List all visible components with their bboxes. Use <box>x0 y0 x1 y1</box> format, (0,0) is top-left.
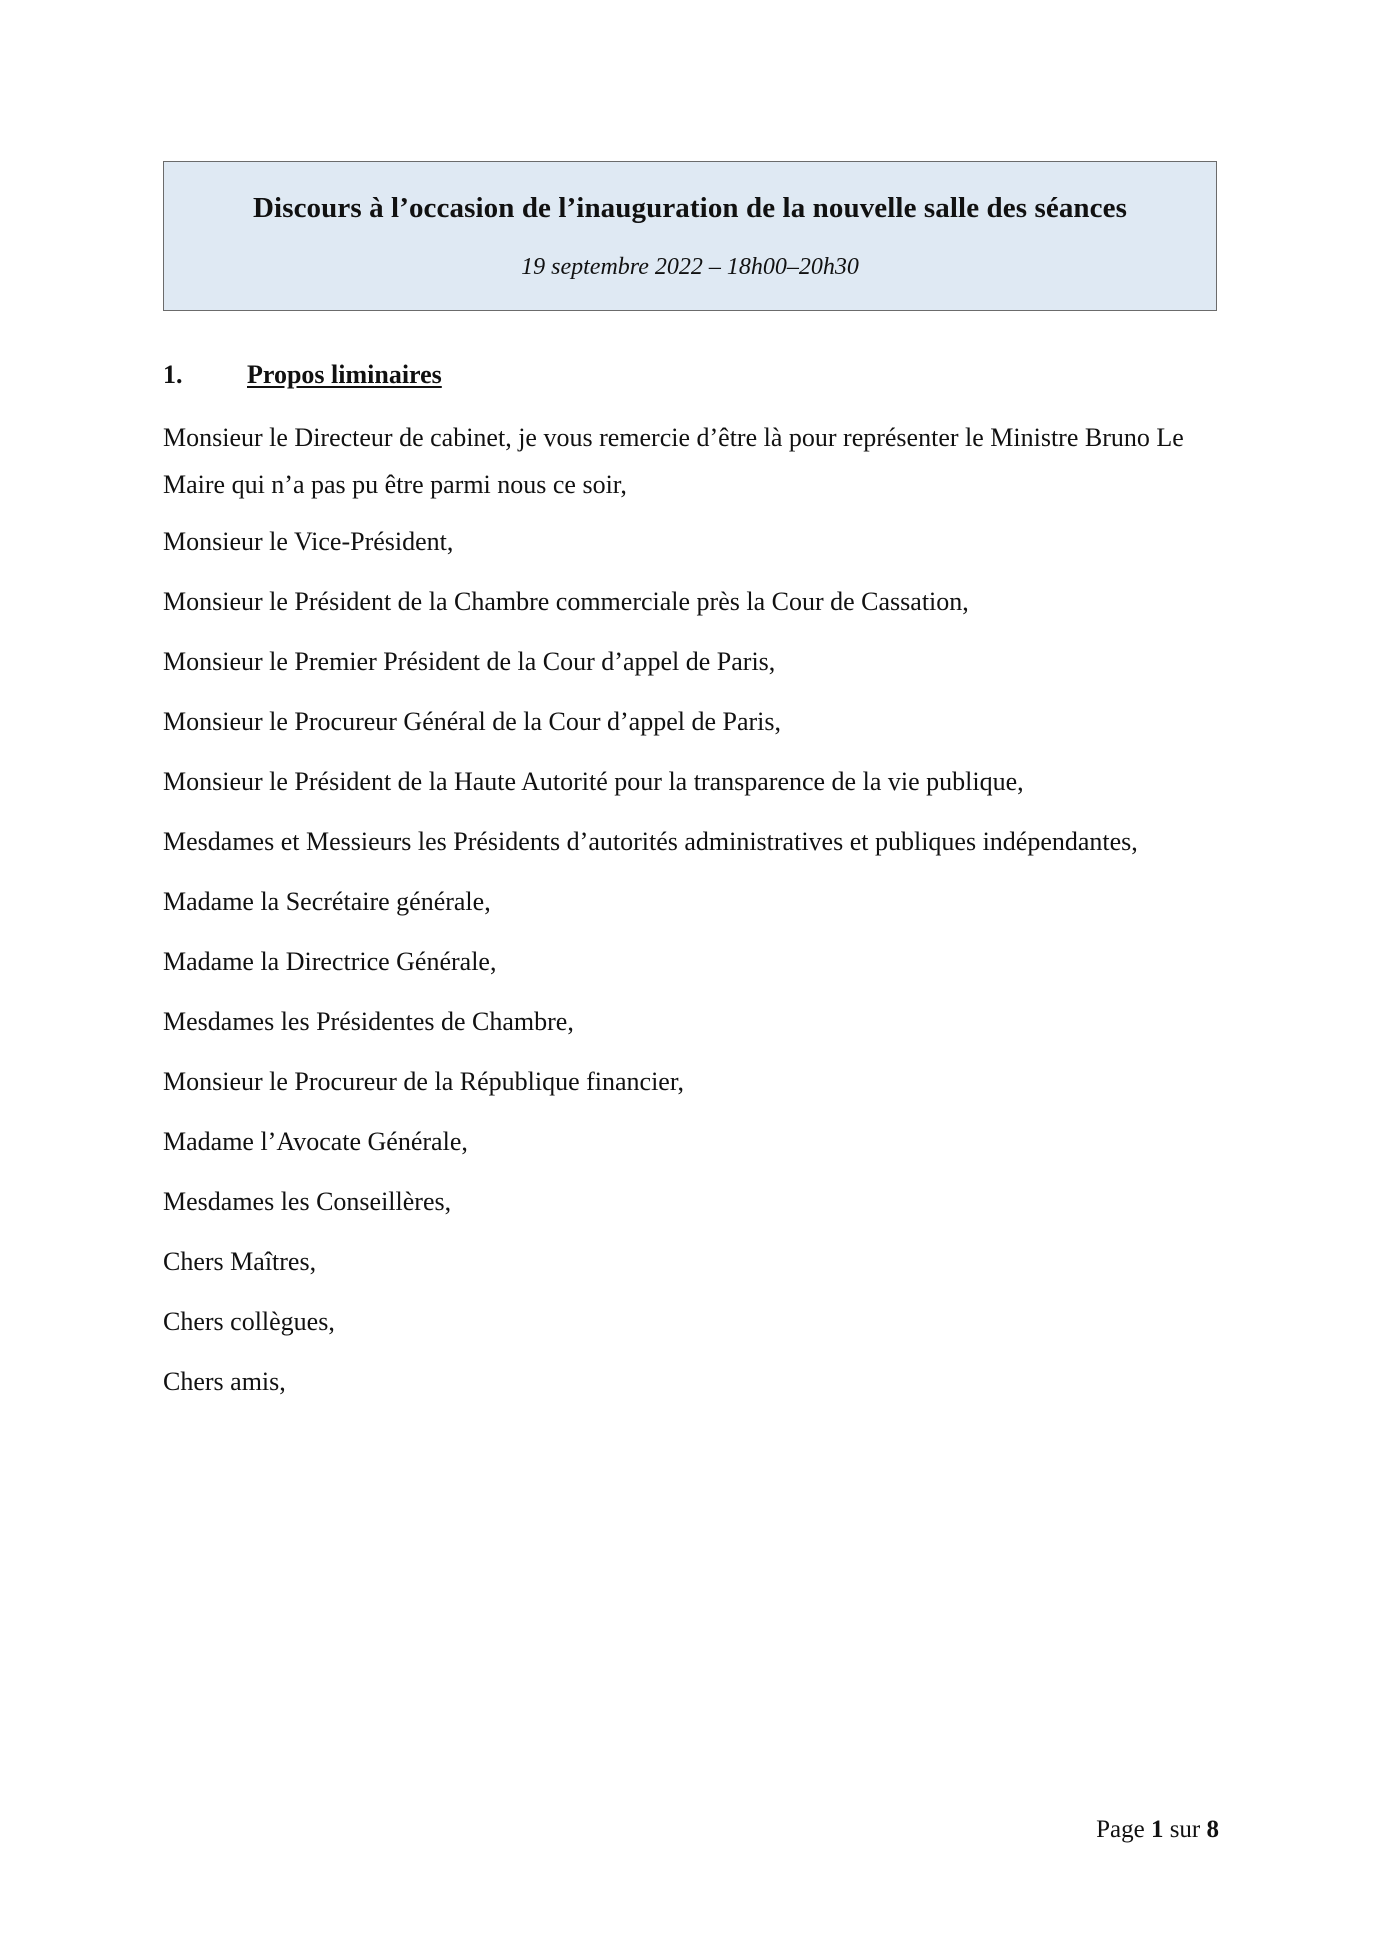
page-prefix: Page <box>1096 1816 1145 1843</box>
title-box <box>163 161 1217 311</box>
section-heading <box>163 355 442 395</box>
salutation-line: Madame la Directrice Générale, <box>163 947 497 976</box>
salutation-line: Monsieur le Procureur Général de la Cour d’appel de Paris, <box>163 707 782 736</box>
opening-paragraph: Monsieur le Directeur de cabinet, je vous remercie d’être là pour représenter le Ministre Bruno Le Maire qui n’a pas pu être parmi nous ce soir, <box>163 423 1184 499</box>
salutation-line: Mesdames les Présidentes de Chambre, <box>163 1007 574 1036</box>
salutation-line: Monsieur le Premier Président de la Cour d’appel de Paris, <box>163 647 776 676</box>
salutation-line: Chers amis, <box>163 1367 286 1396</box>
section-title: Propos liminaires <box>247 360 442 389</box>
salutation-line: Monsieur le Président de la Chambre commerciale près la Cour de Cassation, <box>163 587 969 616</box>
page-number <box>1096 1813 1219 1847</box>
salutation-line: Chers collègues, <box>163 1307 335 1336</box>
document-subtitle: 19 septembre 2022 – 18h00–20h30 <box>521 254 859 280</box>
section-number: 1. <box>163 360 183 389</box>
salutation-line: Mesdames les Conseillères, <box>163 1187 452 1216</box>
salutation-line: Madame l’Avocate Générale, <box>163 1127 468 1156</box>
salutation-line: Monsieur le Président de la Haute Autorité pour la transparence de la vie publique, <box>163 767 1024 796</box>
page-separator: sur <box>1169 1816 1201 1843</box>
salutation-line: Chers Maîtres, <box>163 1247 317 1276</box>
salutation-line: Monsieur le Vice-Président, <box>163 527 454 556</box>
document-title: Discours à l’occasion de l’inauguration de la nouvelle salle des séances <box>253 192 1127 224</box>
salutation-line: Mesdames et Messieurs les Présidents d’autorités administratives et publiques indépendantes, <box>163 827 1138 856</box>
page-current: 1 <box>1150 1816 1164 1843</box>
salutation-line: Monsieur le Procureur de la République financier, <box>163 1067 684 1096</box>
page-total: 8 <box>1206 1816 1219 1843</box>
salutation-line: Madame la Secrétaire générale, <box>163 887 491 916</box>
